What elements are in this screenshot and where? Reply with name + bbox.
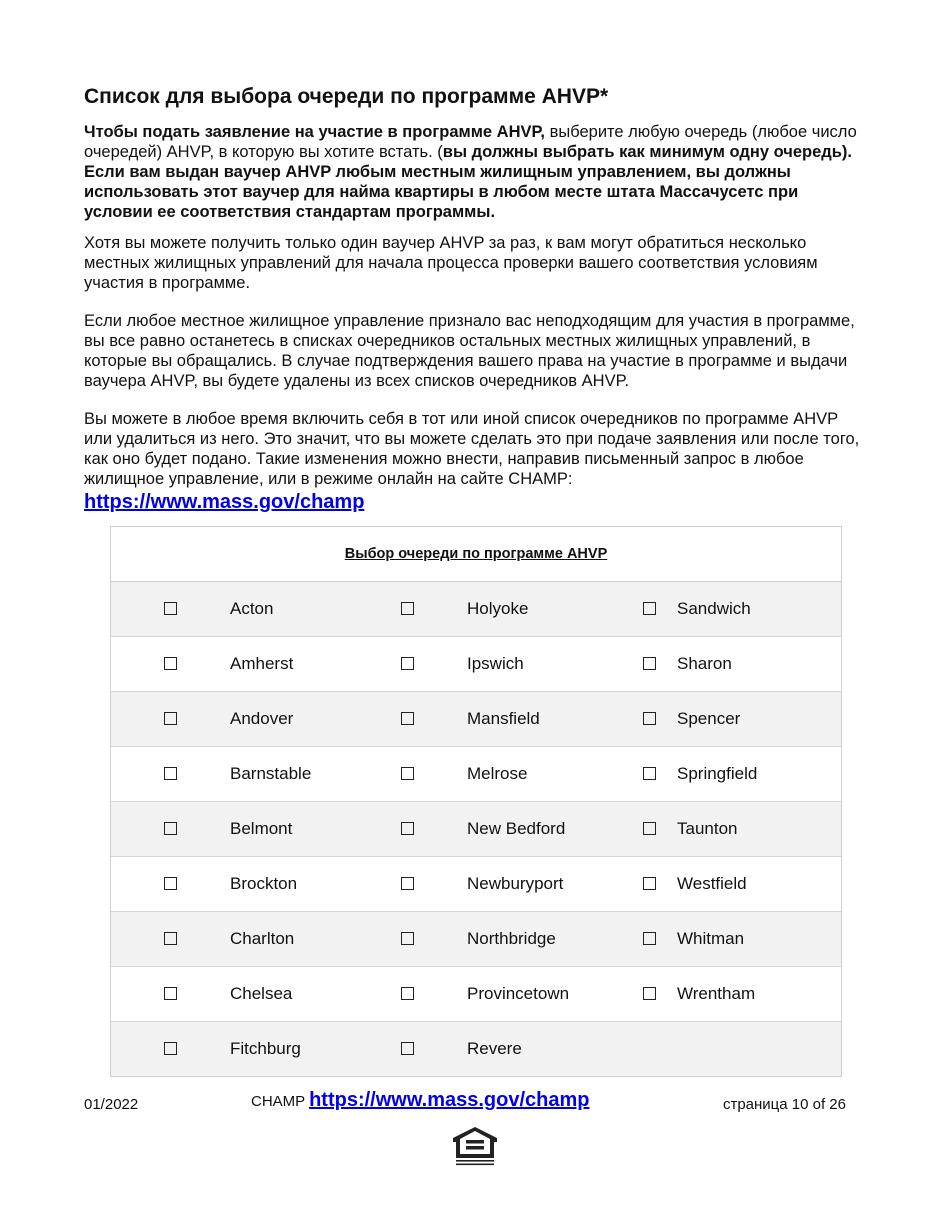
queue-checkbox[interactable] xyxy=(643,932,656,945)
queue-option xyxy=(111,802,348,856)
queue-town-label: Amherst xyxy=(230,654,294,673)
queue-town-label: Melrose xyxy=(467,764,528,783)
queue-town-label: New Bedford xyxy=(467,819,566,838)
queue-town-label: Fitchburg xyxy=(230,1039,301,1058)
queue-option xyxy=(348,912,584,966)
queue-option xyxy=(584,582,841,636)
queue-town-label: Chelsea xyxy=(230,984,293,1003)
footer-champ-label: CHAMP xyxy=(251,1093,305,1110)
queue-checkbox[interactable] xyxy=(643,877,656,890)
queue-town-label: Charlton xyxy=(230,929,295,948)
queue-town-label: Newburyport xyxy=(467,874,564,893)
footer xyxy=(84,1089,846,1119)
queue-checkbox[interactable] xyxy=(401,822,414,835)
queue-option xyxy=(111,637,348,691)
queue-town-label: Andover xyxy=(230,709,294,728)
queue-checkbox[interactable] xyxy=(643,657,656,670)
queue-checkbox[interactable] xyxy=(164,932,177,945)
queue-checkbox[interactable] xyxy=(643,822,656,835)
footer-page-number: страница 10 of 26 xyxy=(722,1096,846,1113)
queue-town-label: Holyoke xyxy=(467,599,529,618)
queue-town-label: Brockton xyxy=(230,874,298,893)
queue-option xyxy=(584,637,841,691)
queue-option xyxy=(348,692,584,746)
queue-checkbox[interactable] xyxy=(164,877,177,890)
queue-checkbox[interactable] xyxy=(643,712,656,725)
equal-housing-opportunity-icon xyxy=(450,1125,500,1167)
queue-town-label: Sharon xyxy=(677,654,732,673)
queue-checkbox[interactable] xyxy=(164,712,177,725)
queue-option xyxy=(111,692,348,746)
queue-option xyxy=(348,637,584,691)
table-row xyxy=(111,912,841,967)
queue-town-label: Barnstable xyxy=(230,764,312,783)
queue-checkbox[interactable] xyxy=(401,767,414,780)
queue-town-label: Spencer xyxy=(677,709,741,728)
queue-option xyxy=(348,857,584,911)
queue-option xyxy=(111,912,348,966)
queue-option xyxy=(584,1022,841,1076)
table-row xyxy=(111,967,841,1022)
table-caption: Выбор очереди по программе AHVP xyxy=(111,527,841,582)
queue-town-label: Acton xyxy=(230,599,274,618)
queue-selection-table xyxy=(110,526,842,1077)
queue-town-label: Whitman xyxy=(677,929,745,948)
queue-town-label: Taunton xyxy=(677,819,738,838)
table-rows xyxy=(111,582,841,1076)
queue-option xyxy=(111,857,348,911)
queue-town-label: Revere xyxy=(467,1039,522,1058)
queue-checkbox[interactable] xyxy=(643,767,656,780)
queue-option xyxy=(348,802,584,856)
table-row xyxy=(111,692,841,747)
paragraph-change-info: Вы можете в любое время включить себя в тот или иной список очередников по программе AHVP или удалиться из него. Это значит, что вы можете сделать это при подаче заявления или после того, как оно будет подано. Такие изменения можно внести, направив письменный запрос в любое жилищное управление, или в режиме онлайн на сайте CHAMP: xyxy=(84,410,860,489)
queue-checkbox[interactable] xyxy=(643,602,656,615)
queue-option xyxy=(584,692,841,746)
table-row xyxy=(111,1022,841,1076)
queue-option xyxy=(348,747,584,801)
queue-town-label: Mansfield xyxy=(467,709,540,728)
queue-checkbox[interactable] xyxy=(401,932,414,945)
intro-bold-lead: Чтобы подать заявление на участие в программе AHVP, xyxy=(84,123,545,142)
queue-checkbox[interactable] xyxy=(401,657,414,670)
queue-option xyxy=(584,747,841,801)
queue-option xyxy=(584,802,841,856)
queue-option xyxy=(584,857,841,911)
queue-checkbox[interactable] xyxy=(164,602,177,615)
table-row xyxy=(111,637,841,692)
queue-option xyxy=(111,1022,348,1076)
queue-option xyxy=(111,582,348,636)
queue-checkbox[interactable] xyxy=(401,877,414,890)
queue-option xyxy=(111,747,348,801)
table-row xyxy=(111,747,841,802)
queue-checkbox[interactable] xyxy=(401,602,414,615)
footer-date: 01/2022 xyxy=(84,1096,139,1113)
intro-bold-tail: вы должны выбрать как минимум одну очередь). Если вам выдан ваучер AHVP любым местным жилищным управлением, вы должны использовать этот ваучер для найма квартиры в любом месте штата Массачусетс при условии ее соответствия стандартам программы. xyxy=(84,143,852,222)
table-row xyxy=(111,802,841,857)
queue-option xyxy=(111,967,348,1021)
queue-checkbox[interactable] xyxy=(164,1042,177,1055)
queue-checkbox[interactable] xyxy=(401,1042,414,1055)
queue-option xyxy=(348,967,584,1021)
intro-paragraph xyxy=(84,122,868,222)
queue-checkbox[interactable] xyxy=(164,987,177,1000)
paragraph-voucher-info: Хотя вы можете получить только один ваучер AHVP за раз, к вам могут обратиться несколько местных жилищных управлений для начала процесса проверки вашего соответствия условиям участия в программе. xyxy=(84,234,818,293)
table-row xyxy=(111,582,841,637)
page-content xyxy=(84,84,868,514)
queue-checkbox[interactable] xyxy=(164,822,177,835)
champ-link[interactable]: https://www.mass.gov/champ xyxy=(84,491,365,514)
queue-checkbox[interactable] xyxy=(401,712,414,725)
queue-town-label: Provincetown xyxy=(467,984,570,1003)
queue-town-label: Wrentham xyxy=(677,984,756,1003)
queue-checkbox[interactable] xyxy=(643,987,656,1000)
queue-option xyxy=(584,967,841,1021)
page-title: Список для выбора очереди по программе AHVP* xyxy=(84,85,609,108)
queue-town-label: Westfield xyxy=(677,874,747,893)
queue-checkbox[interactable] xyxy=(164,657,177,670)
queue-town-label: Northbridge xyxy=(467,929,556,948)
queue-checkbox[interactable] xyxy=(401,987,414,1000)
queue-town-label: Ipswich xyxy=(467,654,524,673)
footer-champ xyxy=(251,1089,590,1112)
table-row xyxy=(111,857,841,912)
footer-champ-link[interactable]: https://www.mass.gov/champ xyxy=(309,1089,590,1111)
queue-option xyxy=(348,1022,584,1076)
paragraph-ineligible-info: Если любое местное жилищное управление признало вас неподходящим для участия в программе, вы все равно останетесь в списках очередников остальных местных жилищных управлений, в которые вы обращались. В случае подтверждения вашего права на участие в программе и выдачи ваучера AHVP, вы будете удалены из всех списков очередников AHVP. xyxy=(84,312,855,391)
queue-option xyxy=(348,582,584,636)
queue-town-label: Belmont xyxy=(230,819,293,838)
queue-town-label: Springfield xyxy=(677,764,758,783)
queue-town-label: Sandwich xyxy=(677,599,751,618)
queue-checkbox[interactable] xyxy=(164,767,177,780)
intro-normal-text: выберите любую очередь (любое число очередей) AHVP, в которую вы хотите встать. ( xyxy=(84,123,857,162)
queue-option xyxy=(584,912,841,966)
